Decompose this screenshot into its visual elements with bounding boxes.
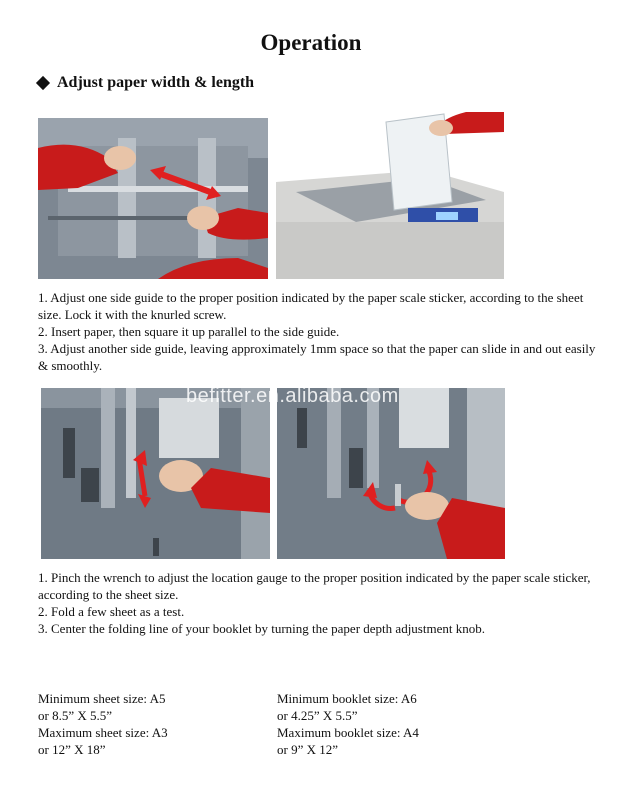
section-heading [38, 74, 254, 92]
spec-right-1: Minimum booklet size: A6 [277, 691, 417, 706]
spec-left-3: Maximum sheet size: A3 [38, 725, 168, 740]
page-title: Operation [260, 30, 362, 55]
step-1-1: 1. Adjust one side guide to the proper position indicated by the paper scale sticker, according to the sheet size. Lock it with the knurled screw. [38, 290, 584, 322]
photo-depth-knob [277, 388, 505, 559]
step-1-2: 2. Insert paper, then square it up parallel to the side guide. [38, 324, 340, 339]
spec-left-2: or 8.5” X 5.5” [38, 708, 113, 723]
spec-left-4: or 12” X 18” [38, 742, 106, 757]
spec-right-4: or 9” X 12” [277, 742, 339, 757]
photo-location-gauge [41, 388, 270, 559]
booklet-size-specs [277, 690, 419, 758]
step-1-3: 3. Adjust another side guide, leaving approximately 1mm space so that the paper can slide in and out easily & smoothly. [38, 341, 596, 373]
sheet-size-specs [38, 690, 168, 758]
step-2-2: 2. Fold a few sheet as a test. [38, 604, 185, 619]
steps-block-2 [38, 569, 598, 637]
section-heading-text: Adjust paper width & length [57, 74, 255, 91]
spec-right-3: Maximum booklet size: A4 [277, 725, 419, 740]
spec-left-1: Minimum sheet size: A5 [38, 691, 166, 706]
diamond-bullet-icon [36, 76, 50, 90]
step-2-1: 1. Pinch the wrench to adjust the location gauge to the proper position indicated by the paper scale sticker, according to the sheet size. [38, 570, 591, 602]
step-2-3: 3. Center the folding line of your booklet by turning the paper depth adjustment knob. [38, 621, 485, 636]
spec-right-2: or 4.25” X 5.5” [277, 708, 358, 723]
steps-block-1 [38, 289, 598, 374]
photo-insert-paper [276, 112, 504, 279]
watermark-text: befitter.en.alibaba.com [186, 385, 399, 407]
photo-side-guides [38, 118, 268, 279]
